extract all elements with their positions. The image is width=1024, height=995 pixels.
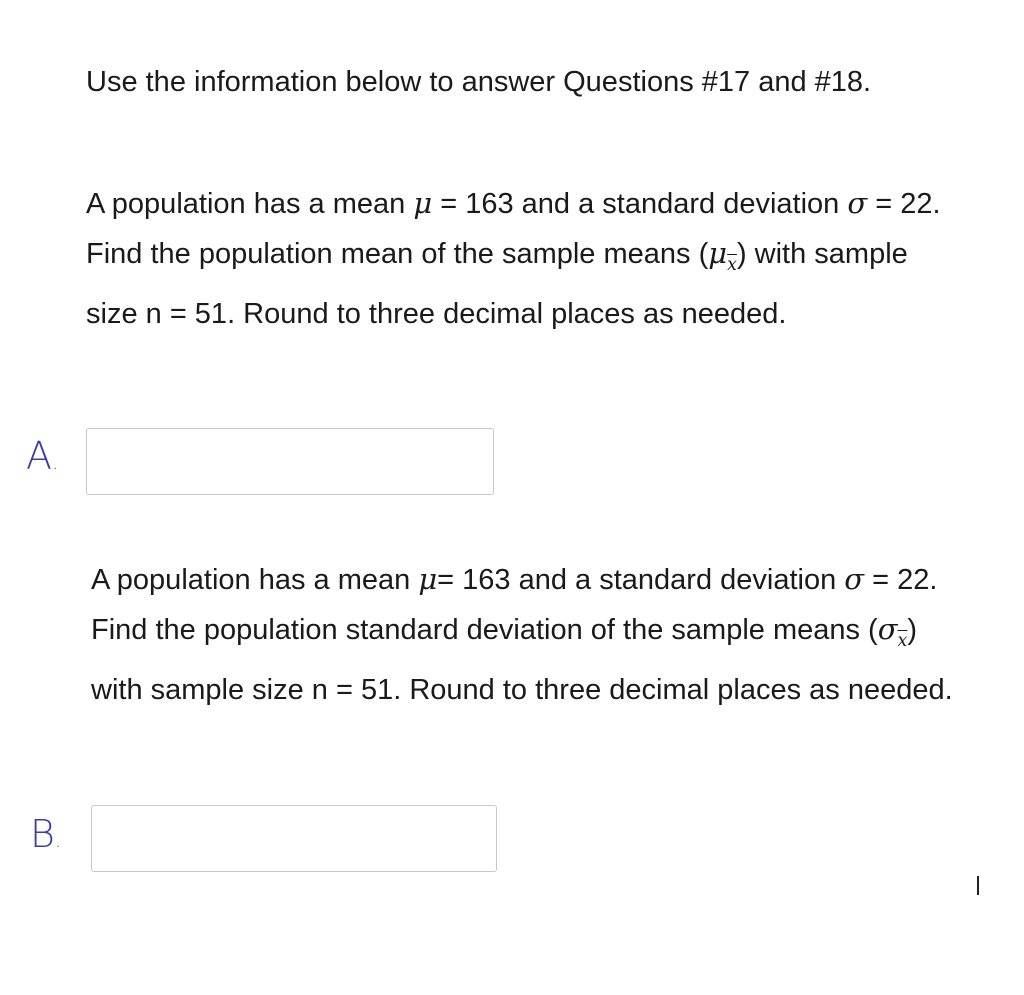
q17-text-part4: ) with sample size n = 51. Round to three decimal places as needed. (86, 238, 908, 330)
answer-b-letter: B (30, 812, 55, 856)
answer-a-input[interactable] (86, 428, 494, 495)
intro-line: Use the information below to answer Questions #17 and #18. (86, 66, 872, 98)
intro-text (86, 58, 946, 107)
text-cursor (977, 876, 979, 895)
q17-mu-xbar-symbol (708, 236, 737, 275)
q17-text-part1: A population has a mean (86, 188, 414, 220)
q17-sym-sub: x (727, 254, 737, 275)
q18-sym-sub: x (897, 630, 908, 651)
answer-a-dot: . (52, 450, 59, 474)
answer-b-dot: . (54, 828, 62, 852)
q17-text-part2: = 163 and a standard deviation (432, 188, 848, 220)
answer-b-input[interactable] (91, 805, 497, 872)
q18-text-part3: = 22. Find the population standard deviation of the sample means ( (91, 564, 938, 646)
q18-sym-main: σ (877, 612, 898, 646)
q18-mu-symbol: μ (418, 562, 438, 596)
answer-a-letter: A (26, 434, 52, 478)
q18-text-part4: ) with sample size n = 51. Round to three decimal places as needed. (91, 614, 953, 706)
q18-sigma-xbar-symbol (877, 612, 908, 651)
question-17-text (86, 179, 956, 339)
answer-b-label (30, 812, 61, 856)
answer-a-label (26, 434, 58, 478)
q18-sigma-symbol: σ (844, 562, 865, 596)
question-18-text (91, 555, 971, 715)
q18-text-part2: = 163 and a standard deviation (437, 564, 845, 596)
q17-sigma-symbol: σ (847, 186, 868, 220)
q17-text-part3: = 22. Find the population mean of the sample means ( (86, 188, 941, 270)
q18-text-part1: A population has a mean (91, 564, 419, 596)
q17-mu-symbol: μ (413, 186, 433, 220)
q17-sym-main: μ (708, 236, 728, 270)
